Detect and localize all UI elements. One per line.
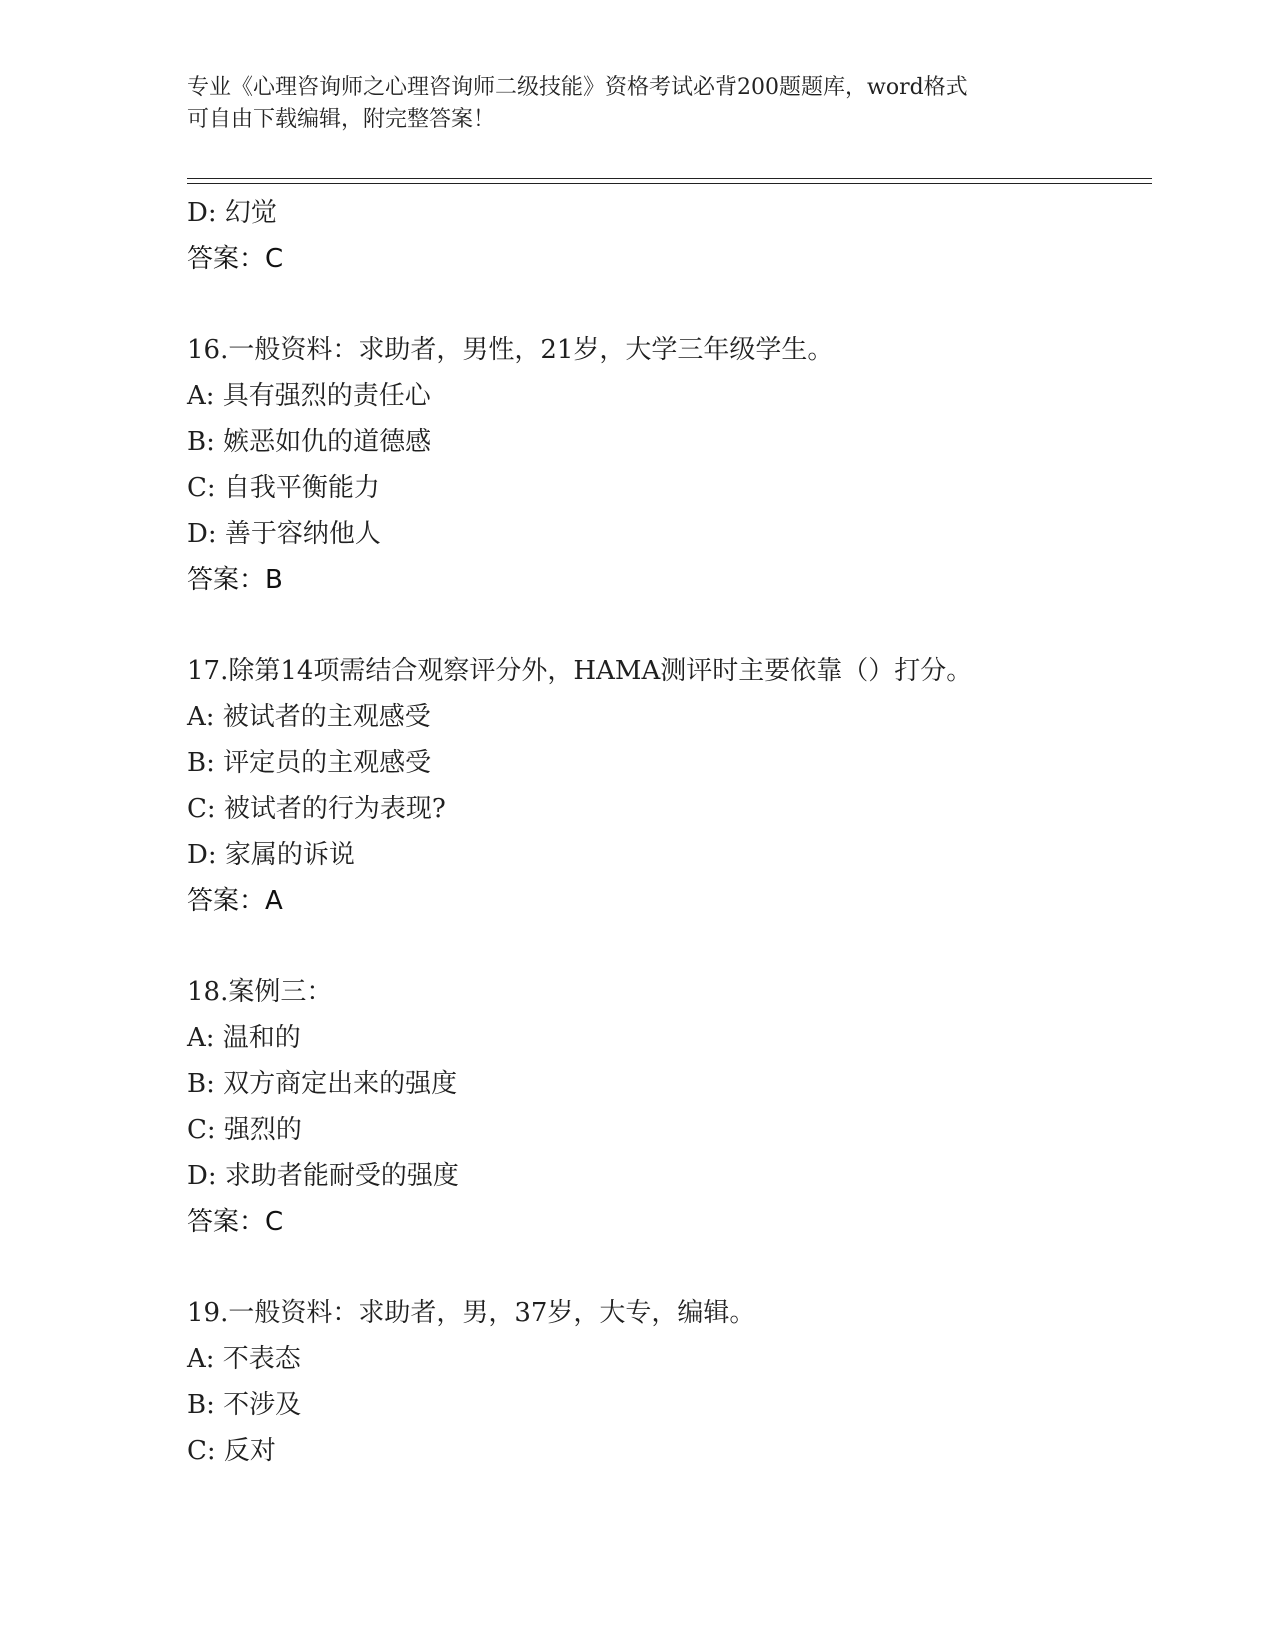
header-divider-bottom (187, 183, 1152, 184)
header-divider-top (187, 178, 1152, 179)
option-line: D: 家属的诉说 (187, 840, 355, 870)
question-stem: 19.一般资料：求助者，男，37岁，大专，编辑。 (187, 1298, 756, 1328)
header-line-1: 专业《心理咨询师之心理咨询师二级技能》资格考试必背200题题库，word格式 (187, 75, 968, 100)
answer-line: 答案：A (187, 886, 283, 916)
document-header (187, 72, 1067, 136)
option-line: A: 不表态 (187, 1344, 301, 1374)
option-line: A: 被试者的主观感受 (187, 702, 431, 732)
option-line: C: 被试者的行为表现? (187, 794, 446, 824)
answer-line: 答案：C (187, 244, 284, 274)
option-line: D: 求助者能耐受的强度 (187, 1161, 459, 1191)
answer-line: 答案：C (187, 1207, 284, 1237)
option-line: D: 幻觉 (187, 198, 277, 228)
question-list (187, 190, 1147, 1474)
option-line: A: 温和的 (187, 1023, 301, 1053)
option-line: C: 反对 (187, 1436, 276, 1466)
option-line: B: 双方商定出来的强度 (187, 1069, 458, 1099)
answer-line: 答案：B (187, 565, 283, 595)
question-stem: 18.案例三： (187, 977, 333, 1007)
question-block (187, 190, 1147, 282)
option-line: B: 嫉恶如仇的道德感 (187, 427, 432, 457)
option-line: D: 善于容纳他人 (187, 519, 381, 549)
option-line: A: 具有强烈的责任心 (187, 381, 431, 411)
question-block (187, 648, 1147, 924)
question-stem: 16.一般资料：求助者，男性，21岁，大学三年级学生。 (187, 335, 834, 365)
option-line: B: 评定员的主观感受 (187, 748, 432, 778)
question-block (187, 327, 1147, 603)
option-line: B: 不涉及 (187, 1390, 302, 1420)
option-line: C: 自我平衡能力 (187, 473, 380, 503)
question-block (187, 1290, 1147, 1474)
option-line: C: 强烈的 (187, 1115, 302, 1145)
question-block (187, 969, 1147, 1245)
question-stem: 17.除第14项需结合观察评分外，HAMA测评时主要依靠（）打分。 (187, 656, 973, 686)
header-line-2: 可自由下载编辑，附完整答案！ (187, 107, 496, 132)
